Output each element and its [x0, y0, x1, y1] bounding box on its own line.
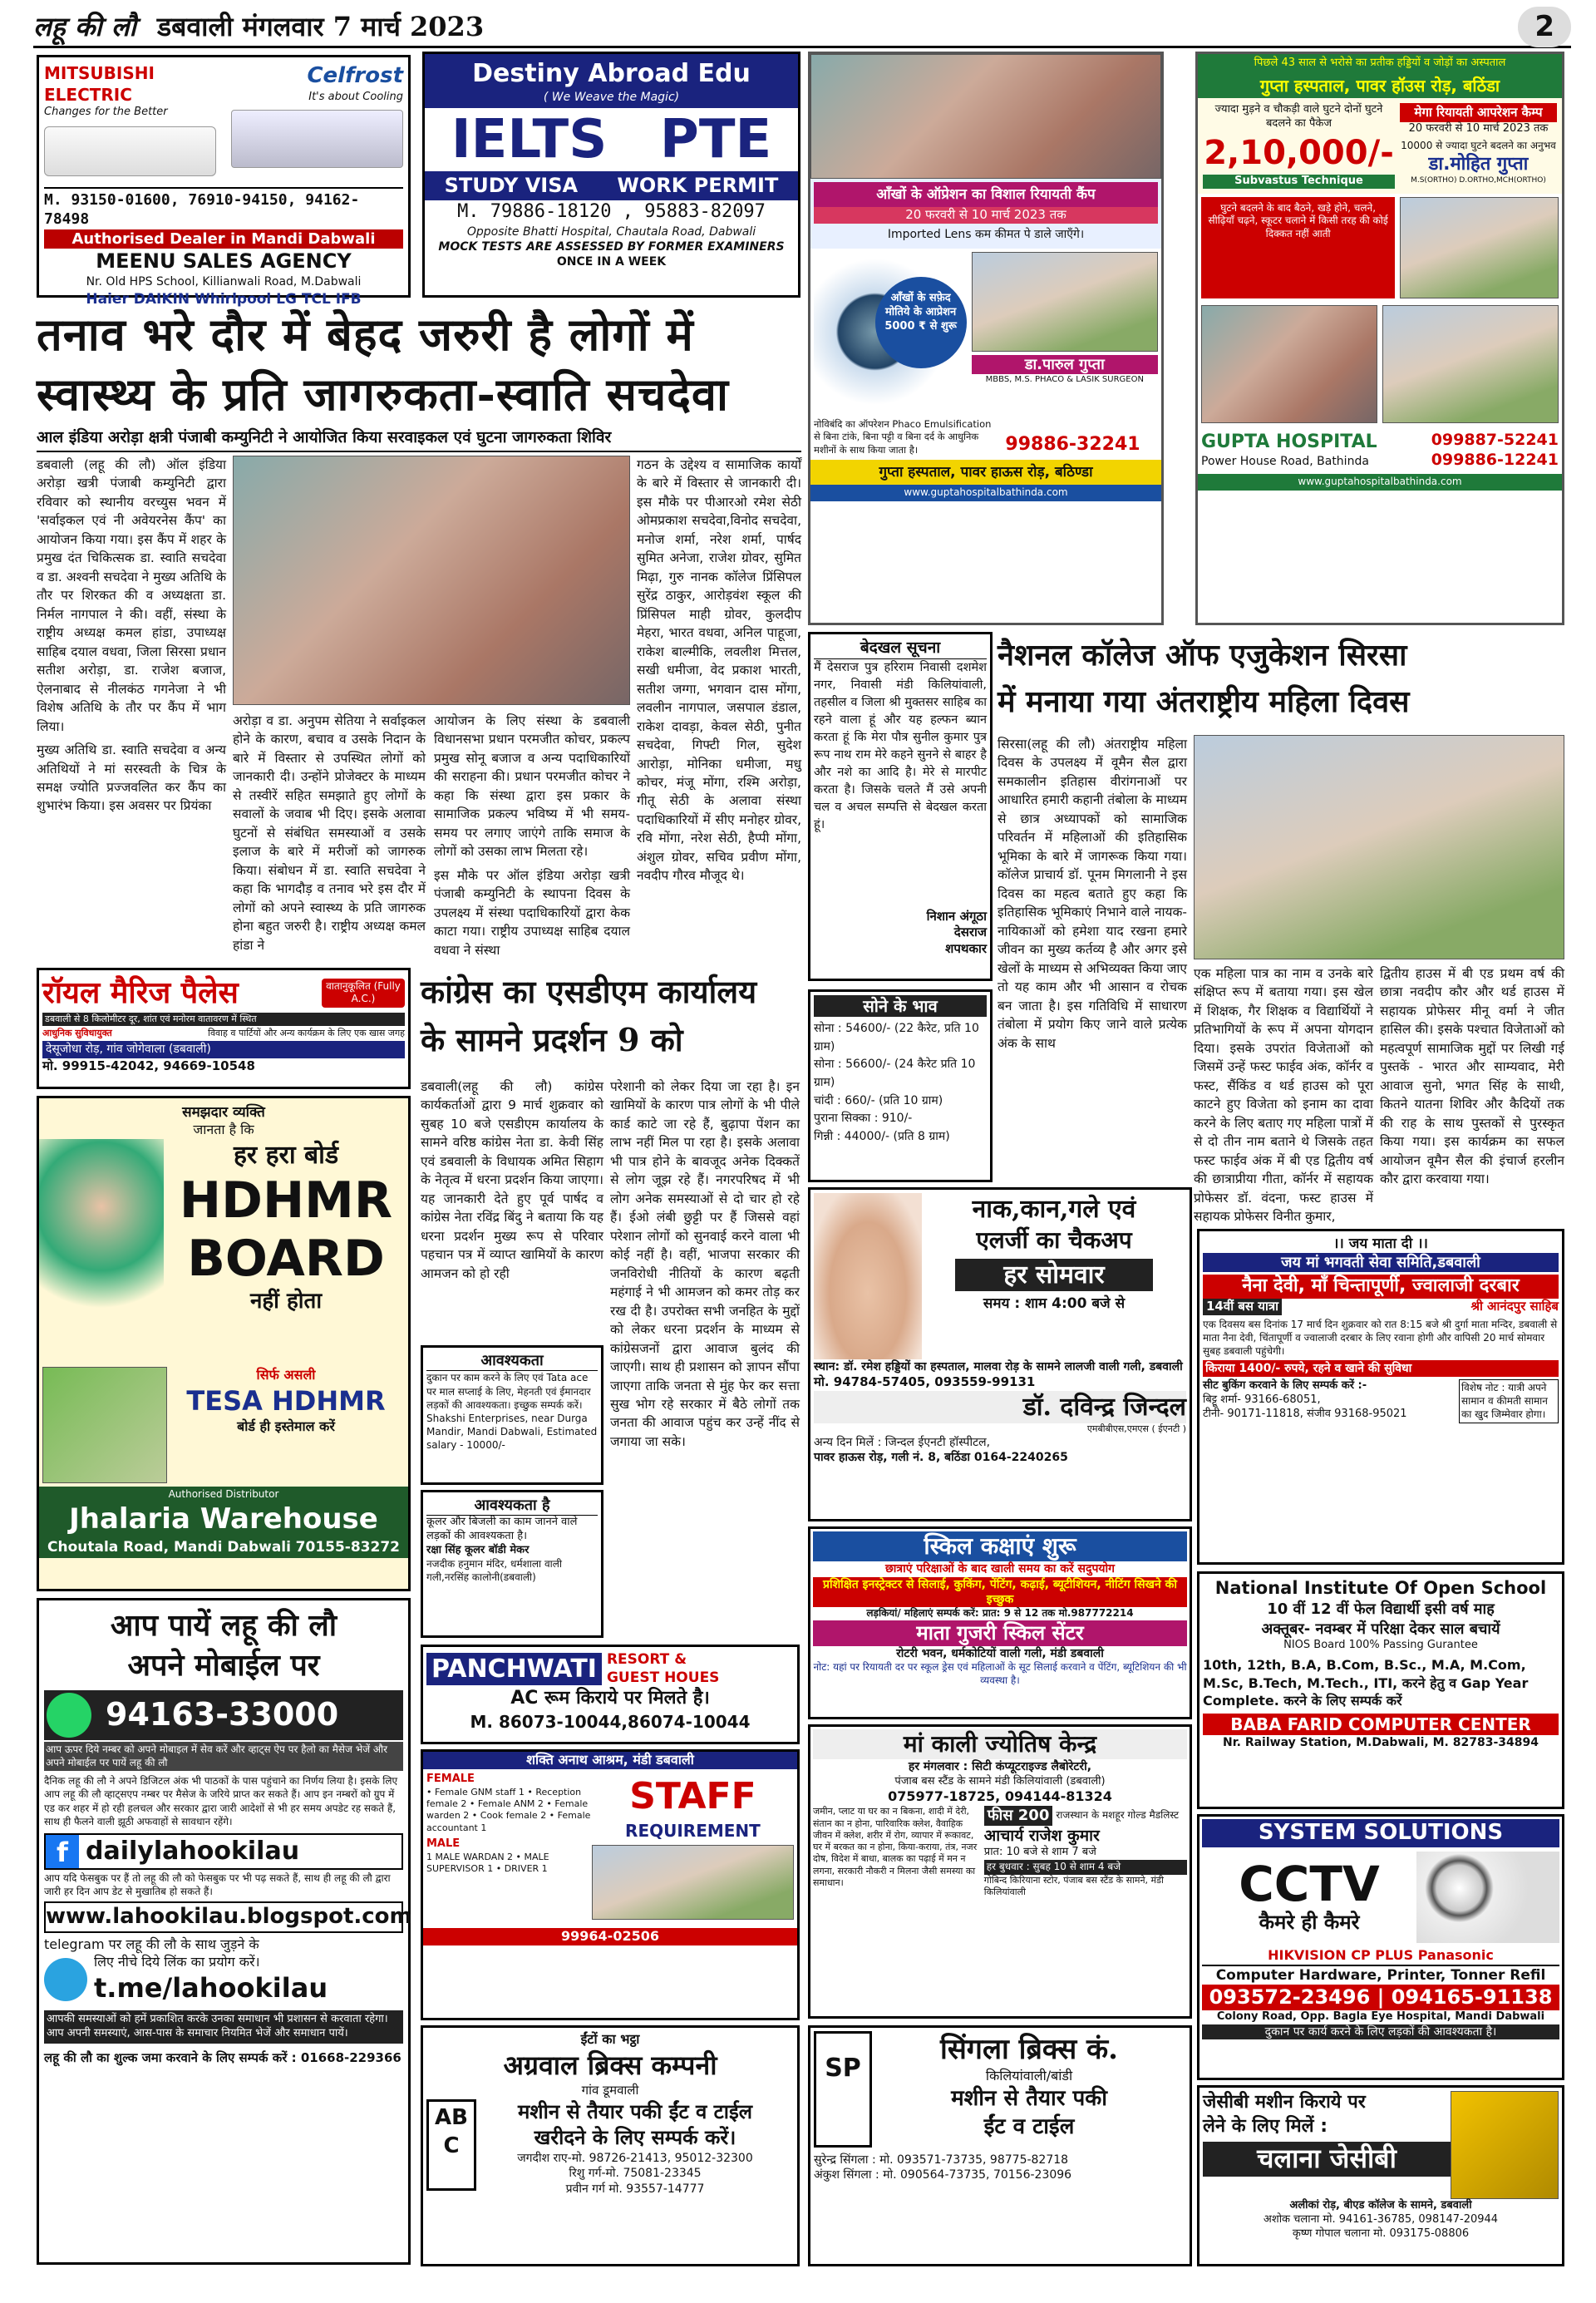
college-photo: [1194, 735, 1564, 959]
staff-female: FEMALE: [426, 1772, 475, 1785]
jcb-name: चलाना जेसीबी: [1203, 2142, 1451, 2177]
staff-phone: 99964-02506: [423, 1928, 797, 1945]
jyotish-title: मां काली ज्योतिष केन्द्र: [813, 1729, 1187, 1759]
destiny-title: Destiny Abroad Edu: [472, 59, 751, 88]
mobile-l1: आप पायें लहू की लौ: [110, 1608, 337, 1643]
royal-line2: विवाह व पार्टियों और अन्य कार्यक्रम के लिए एक खास जगह: [208, 1028, 405, 1039]
ad-eye-camp: [808, 52, 1164, 625]
nios-l1: 10 वीं 12 वीं फेल विद्यार्थी इसी वर्ष माह: [1267, 1600, 1495, 1619]
notice-sign-1: निशान अंगूठा: [926, 908, 987, 924]
cctv-l2: Computer Hardware, Printer, Tonner Refil: [1202, 1965, 1559, 1985]
ad-hdhmr: [37, 1096, 411, 1591]
hdhmr-address: Choutala Road, Mandi Dabwali: [47, 1538, 291, 1556]
mitsubishi-phones: M. 93150-01600, 76910-94150, 94162-78498: [44, 187, 403, 229]
knee-phone-2: 099886-12241: [1431, 451, 1559, 470]
camera-image: [1416, 1852, 1559, 1943]
royal-name: रॉयल मैरिज पैलेस: [42, 975, 239, 1010]
hdhmr-phone: 70155-83272: [295, 1538, 400, 1556]
destiny-address: Opposite Bhatti Hospital, Chautala Road, Dabwali: [466, 224, 756, 239]
cctv-title: SYSTEM SOLUTIONS: [1202, 1819, 1559, 1847]
destiny-phone: M. 79886-18120 , 95883-82097: [457, 201, 766, 223]
main-col-2: अरोड़ा व डा. अनुपम सेतिया ने सर्वाइकल होने के कारण, बचाव व उसके निदान के बारे में विस्तार से उपस्थित लोगों को जानकारी दी। उन्होंने प्रोजेक्टर के माध्यम से तस्वीरें सहित समझाते हुए लोगों के सवालों के जवाब भी दिए। इसके अलावा घुटनों से संबंधित समस्याओं व उसके इलाज के बारे में मरीजों को जागरुक किया। संबोधन में डा. स्वाति सचदेवा ने कहा कि भागदौड़ व तनाव भरे इस दौर में लोगों को अपने स्वास्थ्य के प्रति जागरुक होना बहुत जरुरी है। राष्ट्रीय अध्यक्ष कमल हांडा ने: [233, 713, 426, 953]
mobile-l2: अपने मोबाईल पर: [127, 1648, 320, 1683]
ent-doctor: डॉ. दविन्द्र जिन्दल: [814, 1391, 1186, 1423]
college-headline: [998, 632, 1563, 732]
jyotish-time-2: हर बुधवार : सुबह 10 से शाम 4 बजे: [984, 1860, 1187, 1875]
destiny-note2: ONCE IN A WEEK: [556, 255, 667, 269]
wanted-2-text: कूलर और बिजली का काम जानने वाले लड़कों की आवश्यकता है।: [426, 1516, 578, 1543]
skill-note: नोट: यहां पर रियायती दर पर स्कूल ड्रेस एवं महिलाओं के सूट सिलाई करवाने व पेंटिंग, ब्यूटिशियन की भी व्यवस्था है।: [813, 1660, 1187, 1686]
eye-doctor-name: डा.पारुल गुप्ता: [972, 355, 1158, 374]
knee-hospital-name: GUPTA HOSPITAL: [1201, 431, 1377, 452]
main-headline-2: स्वास्थ्य के प्रति जागरुकता-स्वाति सचदेवा: [37, 367, 729, 421]
gold-rate-4: पुराना सिक्का : 910/-: [814, 1112, 913, 1126]
study-visa-label: STUDY VISA: [444, 174, 579, 198]
ad-jyotish: [808, 1724, 1192, 2019]
singla-name: सिंगला ब्रिक्स कं.: [940, 2033, 1118, 2066]
notice-box: [808, 632, 993, 981]
college-headline-2: में मनाया गया अंतराष्ट्रीय महिला दिवस: [998, 684, 1410, 719]
mobile-fb-note: आप यदि फेसबुक पर हैं तो लहू की लौ को फेसबुक पर भी पढ़ सकते हैं, साथ ही लहू की लौ द्वारा जारी हर दिन आप डेट से मुखातिब हो सकते हैं।: [44, 1871, 391, 1897]
hdhmr-l7: सिर्फ असली: [256, 1366, 316, 1383]
knee-hospital: गुप्ता हस्पताल, पावर हॉउस रोड़, बठिंडा: [1198, 73, 1562, 98]
singla-p2: अंकुश सिंगला : मो. 090564-73735, 70156-23096: [814, 2168, 1072, 2182]
ad-skill: [808, 1526, 1192, 1719]
staff-head: शक्ति अनाथ आश्रम, मंडी डबवाली: [423, 1752, 797, 1769]
abc-logo: ABC: [426, 2099, 476, 2191]
page-number: 2: [1518, 7, 1571, 47]
cctv-brands: HIKVISION CP PLUS Panasonic: [1268, 1946, 1494, 1963]
hdhmr-l1: समझदार व्यक्ति: [182, 1104, 265, 1121]
eye-doctor-deg: MBBS, M.S. PHACO & LASIK SURGEON: [985, 375, 1144, 385]
jyotish-phone: 075977-18725, 094144-81324: [888, 1788, 1112, 1805]
wanted-ad-1: [421, 1345, 603, 1485]
wanted-2-address: नजदीक हनुमान मंदिर, धर्मशाला वाली गली,नरसिंह कालोनी(डबवाली): [426, 1558, 562, 1583]
agarwal-top: ईंटों का भट्ठा: [580, 2031, 640, 2047]
agarwal-vill: गांव डूमवाली: [581, 2083, 639, 2098]
ac-unit-image: [44, 126, 216, 176]
sp-logo: SP: [814, 2031, 872, 2148]
eye-phone: 99886-32241: [1005, 433, 1140, 455]
main-headline: [37, 304, 801, 426]
congress-headline-1: कांग्रेस का एसडीएम कार्यालय: [421, 973, 757, 1010]
nios-l3: NIOS Board 100% Passing Gurantee: [1283, 1639, 1478, 1652]
jcb-p2: कृष्ण गोपाल चलाना मो. 093175-08806: [1292, 2227, 1470, 2240]
eye-camp-dates: 20 फरवरी से 10 मार्च 2023 तक: [814, 207, 1158, 224]
mobile-note-2: दैनिक लहू की लौ ने अपने डिजिटल अंक भी पाठकों के पास पहुंचाने का निर्णय लिया है। इसके लिए आप लहू की लौ व्हाट्सएप नम्बर पर मैसेज के जरिये प्राप्त कर सकते हैं। आप इन नम्बरों को ग्रुप में एड कर शहर में हो रही हलचल और सरकार द्वारा जारी आदेशों से भी हर समय अपडेट रह सकते हैं, साथ ही फैलने वाली झूठी अफवाहों से सावधान रहेंगे।: [44, 1775, 398, 1827]
singla-place: किलियांवाली/बांडी: [985, 2068, 1073, 2084]
mobile-tg-1: telegram पर लहू की लौ के साथ जुड़ने के: [44, 1936, 259, 1952]
main-subhead: आल इंडिया अरोड़ा क्षत्री पंजाबी कम्युनिटी ने आयोजित किया सरवाइकल एवं घुटना जागरुकता शिविर: [37, 427, 801, 452]
ielts-label: IELTS: [451, 109, 608, 171]
knee-dates: 20 फरवरी से 10 मार्च 2023 तक: [1408, 122, 1549, 136]
cctv-address: Colony Road, Opp. Bagla Eye Hospital, Mandi Dabwali: [1216, 2010, 1545, 2023]
main-story-photo: [233, 456, 630, 705]
jai-fare: किराया 1400/- रुपये, रहने व खाने की सुविधा: [1203, 1360, 1559, 1377]
main-col-3: [434, 712, 630, 961]
eye-offer-badge: आँखों के सफ़ेद मोतिये के आप्रेशन 5000 ₹ से शुरू: [875, 277, 967, 368]
cctv-note: दुकान पर कार्य करने के लिए लड़कों की आवश्यकता है।: [1202, 2024, 1559, 2039]
ad-cctv: [1197, 1814, 1564, 2080]
gold-title: सोने के भाव: [814, 995, 987, 1017]
jyotish-text: जमीन, प्लाट या घर का न बिकना, शादी में देरी, संतान का न होना, पारिवारिक क्लेश, वैवाहिक जीवन में क्लेश, शरीर में रोग, व्यापार में रूकावट, घर में बरकत का न होना, किया-कराया, तंत्र, नजर दोष, विदेश में बाधा, बालक का पढ़ाई में मन न लगना, सरकारी नौकरी न मिलना जैसी समस्या का समाधान।: [813, 1806, 978, 1889]
ent-title-2: एलर्जी का चैकअप: [976, 1226, 1132, 1254]
jai-text: एक दिवसय बस दिनांक 17 मार्च दिन शुक्रवार को रात 8:15 बजे श्री दुर्गा माता मन्दिर, डबवाली से माता नैना देवी, चिंतापूर्णी व ज्वालाजी दरबार के लिए रवाना होगी और वापिसी 20 मार्च सोमवार सुबह डबवाली पहुंचेगी।: [1203, 1318, 1558, 1357]
pte-label: PTE: [659, 109, 772, 171]
board-image: [42, 1367, 167, 1483]
knee-phone-1: 099887-52241: [1431, 430, 1559, 449]
jcb-l1: जेसीबी मशीन किराये पर: [1203, 2092, 1366, 2113]
royal-line1: डबवाली से 8 किलोमीटर दूर, शांत एवं मनोरम वातावरण में स्थित: [42, 1013, 405, 1026]
notice-text: मैं देसराज पुत्र हरिराम निवासी दशमेश नगर, निवासी मंडी किलियांवाली, तहसील व जिला श्री मुक्तसर साहिब का रहने वाला हूं और यह हल्फन ब्यान करता हूं कि मेरा पौत्र सुनील कुमार पुत्र रूप नाथ राम मेरे कहने सुनने से बाहर है और नशे का आदि है। मेरे से मारपीट करता है। जिसके चलते मैं उसे अपनी चल व अचल सम्पत्ति से बेदखल करता हूं।: [814, 660, 987, 831]
destiny-sub: ( We Weave the Magic): [543, 91, 680, 104]
nios-address: Nr. Railway Station, M.Dabwali, M. 82783-34894: [1223, 1735, 1539, 1749]
mobile-tg-2: लिए नीचे दिये लिंक का प्रयोग करें।: [94, 1953, 260, 1970]
eye-image: [814, 252, 967, 412]
panchwati-text: AC रूम किराये पर मिलते है।: [510, 1688, 710, 1709]
jai-note: विशेष नोट : यात्री अपने सामान व कीमती सामान का खुद जिम्मेवार होगा।: [1459, 1379, 1559, 1423]
staff-title: STAFF: [629, 1774, 756, 1817]
royal-modern: आधुनिक सुविधायुक्त: [42, 1028, 112, 1039]
ad-jcb: [1197, 2085, 1564, 2266]
knee-doctor-photo: [1400, 197, 1559, 298]
congress-col-2: परेशानी को लेकर दिया जा रहा है। इन खामियों के कारण पात्र लोगों के भी पीले कार्ड काटे जा रहे हैं, बुढ़ापा पेंशन का लाभ नहीं मिल पा रहा है। इसके अलावा भी पात्र होने के बावजूद अनेक दिक्कतें से लोग जूझ रहे हैं। नगरपरिषद में भी लोग अनेक समस्याओं से दो चार हो रहे हैं। ईओ लंबी छुट्टी पर हैं जिससे वहां परेशान लोगों को सुनवाई करने वाला भी कोई नहीं है। वहीं, भाजपा सरकार की जनविरोधी नीतियों के कारण बढ़ती महंगाई ने भी आमजन को कमर तोड़ कर रख दी है। उपरोक्त सभी जनहित के मुद्दों को लेकर धरना प्रदर्शन के माध्यम से कांग्रेसजनों द्वारा आवाज बुलंद की जाएगी। साथ ही प्रशासन को ज्ञापन सौंपा जाएगा ताकि जनता से मुंह फेर कर सत्ता सुख भोग रहे सरकार में बैठे लोगों तक जनता की आवाज पहुंच कर उन्हें नींद से जगाया जा सके।: [610, 1079, 800, 1449]
hdhmr-l6: नहीं होता: [249, 1288, 323, 1314]
jai-contact-2: टीनी- 90171-11818, संजीव 93168-95021: [1203, 1408, 1407, 1421]
eye-doctor-photo: [972, 252, 1158, 352]
agarwal-p2: रिशु गर्ग-मो. 75081-23345: [569, 2167, 702, 2181]
eye-camp-photos: [810, 54, 1161, 179]
mitsubishi-brand: MITSUBISHI ELECTRIC: [44, 63, 155, 105]
hdhmr-l8: TESA HDHMR: [186, 1384, 386, 1417]
ent-time: समय : शाम 4:00 बजे से: [983, 1295, 1126, 1313]
mitsubishi-agency: MEENU SALES AGENCY: [96, 249, 352, 274]
main-col-4: गठन के उद्देश्य व सामाजिक कार्यों के बारे में विस्तार से जानकारी दी। इस मौके पर पीआरओ रमेश सेठी ओमप्रकाश सचदेवा,विनोद सचदेवा, मनोज शर्मा, नरेश शर्मा, पार्षद सुमित अनेजा, राजेश ग्रोवर, सुमित मिढ़ा, गुरु नानक कॉलेज प्रिंसिपल सुरेंद्र ठाकुर, आरोड़वंश स्कूल की प्रिंसिपल माही ग्रोवर, कुलदीप मेहरा, भारत वधवा, अनिल पाहूजा, राकेश बाल्मीकि, लवलीश मित्तल, सखी धमीजा, वेद प्रकाश भारती, सतीश जग्गा, भगवान दास मोंगा, लवलीन नागपाल, जसपाल डंडाल, राकेश दावड़ा, केवल सेठी, पुनीत सचदेवा, गिफ्टी गिल, सुदेश आरोड़ा, मोनिका धमीजा, मधु कोचर, मंजू मोंगा, रश्मि अरोड़ा, गीतू सेठी के अलावा संस्था पदाधिकारियों में सीए मनोहर ग्रोवर, रवि मोंगा, नरेश सेठी, हैप्पी मोंगा, अंशुल ग्रोवर, सचिव प्रवीण मोंगा, नवदीप गौरव मौजूद थे।: [637, 457, 801, 884]
singla-l1: मशीन से तैयार पकी: [951, 2085, 1107, 2111]
knee-price: 2,10,000/-: [1204, 133, 1394, 172]
knee-exp: 10000 से ज्यादा घुटने बदलने का अनुभव: [1401, 140, 1556, 152]
ent-other: अन्य दिन मिलें : जिन्दल ईएनटी हॉस्पीटल,: [814, 1435, 991, 1449]
jai-contact-1: बिट्टू शर्मा- 93166-68051,: [1203, 1393, 1321, 1407]
main-headline-1: तनाव भरे दौर में बेहद जरुरी है लोगों में: [37, 308, 694, 361]
mitsubishi-address: Nr. Old HPS School, Killianwali Road, M.Dabwali: [86, 275, 362, 289]
hdhmr-l9: बोर्ड ही इस्तेमाल करें: [237, 1418, 335, 1435]
ad-staff: [421, 1749, 800, 2020]
knee-offer: ज्यादा मुड़ने व चौकड़ी वाले घुटने दोनों घुटने बदलने का पैकेज: [1214, 102, 1383, 130]
worker-cartoon: [39, 1139, 164, 1364]
gold-rate-1: सोना : 54600/- (22 कैरेट, प्रति 10 ग्राम): [814, 1022, 979, 1053]
mitsubishi-brands: Haier DAIKIN Whirlpool LG TCL IFB: [86, 290, 362, 308]
notice-sign-3: शपथकार: [945, 940, 987, 956]
ad-destiny: [422, 52, 800, 298]
gold-rate-3: चांदी : 660/- (प्रति 10 ग्राम): [814, 1093, 943, 1107]
mobile-note-1: आप ऊपर दिये नम्बर को अपने मोबाइल में सेव करें और व्हाट्स ऐप पर हैलो का मैसेज भेजें और अपने मोबाईल पर पायें लहू की लौ: [44, 1742, 403, 1771]
nios-l4: 10th, 12th, B.A, B.Com, B.Sc., M.A, M.Com, M.Sc, B.Tech, M.Tech., ITI, करने हेतु व Gap Year Complete. करने के लिए सम्पर्क करें: [1203, 1656, 1529, 1709]
mobile-blog[interactable]: www.lahookilau.blogspot.com: [44, 1901, 403, 1933]
college-headline-1: नैशनल कॉलेज ऑफ एजुकेशन सिरसा: [998, 638, 1407, 673]
celfrost-tag: It's about Cooling: [308, 90, 403, 103]
ent-deg: एमबीबीएस,एमएस ( ईएनटी ): [1086, 1423, 1186, 1434]
cctv-label: CCTV: [1239, 1856, 1380, 1913]
jyotish-l2: पंजाब बस स्टैंड के सामने मंडी किलियांवाली (डबवाली): [894, 1774, 1106, 1788]
mobile-note-3: आपकी समस्याओं को हमें प्रकाशित करके उनका समाधान भी प्रशासन से करवाता रहेगा। आप अपनी समस्याएं, आस-पास के समाचार नियमित भेजें और समाधान पायें।: [44, 2010, 403, 2044]
agarwal-p1: जगदीश राए-मो. 98726-21413, 95012-32300: [517, 2152, 753, 2166]
jai-top: ।। जय माता दी ।।: [1332, 1235, 1428, 1252]
wanted-ad-2: [421, 1490, 603, 1638]
agarwal-l2: खरीदने के लिए सम्पर्क करें।: [534, 2126, 736, 2150]
work-permit-label: WORK PERMIT: [617, 174, 779, 198]
main-col-1-p2: मुख्य अतिथि डा. स्वाति सचदेवा व अन्य अतिथियों ने मां सरस्वती के चित्र के समक्ष ज्योति प्रज्जवलित कर कैंप का शुभारंभ किया। इस अवसर पर प्रियंका: [37, 742, 226, 814]
mitsubishi-tag: Changes for the Better: [44, 106, 168, 118]
nios-l2: अक्तूबर- नवम्बर में परिक्षा देकर साल बचायें: [1261, 1620, 1500, 1638]
mobile-fb[interactable]: dailylahookilau: [86, 1837, 300, 1867]
jai-yatra: 14वीं बस यात्रा: [1203, 1299, 1282, 1315]
mobile-fee: लहू की लौ का शुल्क जमा करवाने के लिए सम्पर्क करें : 01668-229366: [44, 2049, 401, 2065]
paper-date: मंगलवार 7 मार्च 2023: [242, 10, 485, 42]
jcb-l2: लेने के लिए मिलें :: [1203, 2115, 1328, 2137]
nios-name: BABA FARID COMPUTER CENTER: [1203, 1714, 1559, 1735]
knee-tech: Subvastus Technique: [1203, 175, 1395, 189]
celfrost-brand: Celfrost: [307, 63, 403, 88]
wanted-2-title: आवश्यकता है: [426, 1496, 598, 1516]
main-col-1-p1: डबवाली (लहू की लौ) ऑल इंडिया अरोड़ा खत्री पंजाबी कम्युनिटी द्वारा रविवार को स्थानीय वरच्युस भवन में 'सर्वाइकल एवं नी अवेयरनेस कैंप' का आयोजन किया गया। इस कैंप में शहर के प्रमुख दंत चिकित्सक डा. स्वाति सचदेवा व डा. अश्वनी सचदेवा ने मुख्य अतिथि के तौर पर शिरकत की व अध्यक्षता डा. निर्मल नागपाल ने की। वहीं, संस्था के राष्ट्रीय अध्यक्ष कमल हांडा, उपाध्यक्ष साहिब दयाल वधवा, जिला सिरसा प्रधान सतीश अरोड़ा, डा. राजेश बजाज, ऐलनाबाद से नीलकंठ गगनेजा ने भी विशेष अतिथि के तौर पर कैंप में भाग लिया।: [37, 457, 226, 734]
ad-agarwal-bricks: [421, 2025, 800, 2266]
knee-top: पिछले 43 साल से भरोसे का प्रतीक हड्डियों व जोड़ों का अस्पताल: [1198, 54, 1562, 73]
jcb-image: [1451, 2091, 1559, 2199]
ent-day: हर सोमवार: [955, 1259, 1153, 1291]
jcb-address: अलीकां रोड़, बीएड कॉलेज के सामने, डबवाली: [1289, 2199, 1472, 2212]
hdhmr-l10: Authorised Distributor: [168, 1487, 279, 1500]
notice-title: बेदखल सूचना: [814, 638, 987, 659]
skill-l3: लड़कियां/ महिलाएं सम्पर्क करें: प्रात: 9 से 12 तक मो.987772214: [866, 1606, 1134, 1619]
staff-male: MALE: [426, 1837, 461, 1850]
panchwati-phone: M. 86073-10044,86074-10044: [470, 1711, 751, 1732]
knee-hospital-addr: Power House Road, Bathinda: [1201, 455, 1369, 469]
nose-image: [814, 1193, 922, 1359]
congress-col-1: डबवाली(लहू की लौ) कांग्रेस कार्यकर्ताओं द्वारा 9 मार्च शुक्रवार को सुबह 10 बजे एसडीएम कार्यालय के सामने वरिष्ठ कांग्रेस नेता डा. केवी सिंह एवं डबवाली के विधायक अमित सिहाग के नेतृत्व में धरना प्रदर्शन किया जाएगा। यह जानकारी देते हुए पूर्व पार्षद व कांग्रेस नेता रविंद्र बिंदु ने बताया कि यह धरना प्रदर्शन मुख्य रूप से परिवार पहचान पत्र में व्याप्त खामियों के कारण आमजन को हो रही: [421, 1079, 603, 1281]
royal-address: देसूजोधा रोड़, गांव जोगेवाला (डबवाली): [42, 1041, 405, 1058]
mitsubishi-dealer: Authorised Dealer in Mandi Dabwali: [44, 229, 403, 249]
jyotish-l1: हर मंगलवार : सिटी कंप्यूटराइज्ड लैबोरेटरी,: [908, 1760, 1092, 1774]
eye-lens-text: Imported Lens कम कीमत पे डाले जाएँगे।: [887, 227, 1085, 241]
eye-hospital: गुप्ता हस्पताल, पावर हाऊस रोड़, बठिण्डा: [810, 460, 1161, 485]
college-col-2: एक महिला पात्र का नाम व उनके बारे संक्षिप्त रूप में बताया गया। इस खेल में शिक्षक, गैर शिक्षक व विद्यार्थियों ने प्रतिभागियों के रूप में अपना योगदान दिया। इसके उपरांत विजेताओं को जिसमें उन्हें फस्ट फाईव अंक, कॉर्नर व फस्ट, सैंकिंड व थर्ड हाउस को पूरा काटने हुए विजेता को इनाम का दावा करने के लिए बताए गए महिला पात्रों में से दो तीन नाम बताने थे जिसके तहत फस्ट फाईव अंक में बी एड द्वितीय वर्ष की छात्राप्रीया गीता, कॉर्नर में सहायक प्रोफेसर डॉ. वंदना, फस्ट हाउस में सहायक प्रोफेसर विनीत कुमार,: [1194, 966, 1373, 1225]
hdhmr-l4: HDHMR: [179, 1171, 393, 1230]
jai-book: सीट बुकिंग करवाने के लिए सम्पर्क करें :-: [1203, 1379, 1367, 1393]
hdhmr-l5: BOARD: [187, 1229, 385, 1288]
skill-name: माता गुजरी स्किल सेंटर: [813, 1620, 1187, 1646]
eye-phaco-text: नोविबंदि का ऑपरेशन Phaco Emulsification से बिना टांके, बिना पट्टी व बिना दर्द के आधुनिक मशीनों के साथ किया जाता है।: [814, 417, 992, 456]
nios-title: National Institute Of Open School: [1214, 1578, 1547, 1598]
jcb-p1: अशोक चलाना मो. 94161-36785, 098147-20944: [1263, 2212, 1499, 2226]
cctv-phone: 093572-23496 | 094165-91138: [1202, 1985, 1559, 2010]
jyotish-name: आचार्य राजेश कुमार: [983, 1826, 1100, 1845]
mobile-tg-link[interactable]: t.me/lahookilau: [94, 1971, 328, 2004]
hdhmr-l3: हर हरा बोर्ड: [233, 1140, 338, 1170]
ent-title: नाक,कान,गले एवं: [972, 1195, 1136, 1224]
staff-photo: [592, 1845, 794, 1920]
skill-title: स्किल कक्षाएं शुरू: [813, 1531, 1187, 1561]
destiny-note1: MOCK TESTS ARE ASSESSED BY FORMER EXAMINERS: [438, 240, 785, 254]
agarwal-l1: मशीन से तैयार पकी ईंट व टाईल: [517, 2099, 753, 2123]
freezer-image: [231, 110, 403, 168]
jai-extra: श्री आनंदपुर साहिब: [1470, 1299, 1559, 1314]
singla-l2: ईंट व टाईल: [983, 2113, 1075, 2139]
knee-patient-photo: [1201, 305, 1377, 423]
mobile-phone[interactable]: 94163-33000: [106, 1696, 339, 1733]
eye-camp-title: आँखों के ऑप्रेशन का विशाल रियायती कैंप: [814, 182, 1158, 207]
paper-city: डबवाली: [156, 10, 234, 42]
gold-rates-box: [808, 989, 993, 1182]
royal-phone: मो. 99915-42042, 94669-10548: [42, 1058, 255, 1073]
ad-ent: [808, 1187, 1192, 1521]
facebook-icon: f: [46, 1835, 79, 1868]
whatsapp-icon: [47, 1693, 91, 1738]
staff-male-list: 1 MALE WARDAN 2 • MALE SUPERVISOR 1 • DRIVER 1: [426, 1851, 549, 1875]
skill-address: रोटरी भवन, धर्मकोटियों वाली गली, मंडी डबवाली: [896, 1646, 1104, 1660]
hdhmr-l2: जानता है कि: [193, 1122, 254, 1138]
jyotish-gold: राजस्थान के मशहूर गोल्ड मैडलिस्ट: [1056, 1809, 1180, 1822]
jyotish-time-1: प्रात: 10 बजे से शाम 7 बजे: [983, 1846, 1096, 1859]
masthead: [33, 10, 484, 45]
paper-title: लहू की लौ: [33, 10, 136, 42]
knee-camp: मेगा रियायती आपरेशन कैम्प: [1400, 103, 1557, 123]
jyotish-fee: फीस 200: [984, 1806, 1053, 1825]
knee-note: घुटने बदलने के बाद बैठने, खड़े होने, चलने, सीढ़ियाँ चढ़ने, स्कूटर चलाने में किसी तरह की कोई दिक्कत नहीं आती: [1201, 197, 1395, 298]
skill-l1: छात्राएं परिक्षाओं के बाद खाली समय का करें सदुपयोग: [884, 1562, 1116, 1576]
main-col-1: [37, 456, 226, 961]
notice-sign-2: देसराज: [953, 925, 987, 940]
skill-l2: प्रशिक्षित इनस्ट्रेक्टर से सिलाई, कुकिंग, पेंटिंग, कढ़ाई, ब्यूटीशियन, नीटिंग सिखने की इच्छुक: [813, 1577, 1187, 1607]
agarwal-p3: प्रवीन गर्ग मो. 93557-14777: [565, 2182, 705, 2196]
telegram-icon: [44, 1958, 87, 2001]
college-col-1: सिरसा(लहू की लौ) अंतराष्ट्रीय महिला दिवस के उपलक्ष्य में वूमैन सैल द्वारा समकालीन इतिहास वीरांगनाओं पर आधारित हमारी कहानी तंबोला के माध्यम से छात्र अध्यापकों को सामाजिक परिवर्तन में महिलाओं की इतिहासिक भूमिका के बारे में जागरूक किया गया। कॉलेज प्राचार्य डॉ. पूनम मिगलानी ने इस दिवस का महत्व बताते हुए कहा कि इतिहासिक भूमिकाएं निभाने वाले नायक-नायिकाओं को हमेशा याद रखना हमारे जीवन का मुख्य कर्तव्य है और अगर इसे खेलों के माध्यम से अभिव्यक्त किया जाए तो यह काम और भी आसान व रोचक बन जाता है। इस गतिविधि में साधारण तंबोला में प्रयोग किए जाने वाले प्रत्येक अंक के साथ: [998, 737, 1187, 1051]
jyotish-place-2: गोबिन्द किरियाना स्टोर, पंजाब बस स्टैंड के सामने, मंडी किलियांवाली: [983, 1874, 1164, 1898]
wanted-1-text: दुकान पर काम करने के लिए एवं Tata ace पर माल सप्लाई के लिए, मेहनती एवं ईमानदार लड़कों की आवश्यकता। इच्छुक सम्पर्क करें। Shakshi Enterprises, near Durga Mandir, Mandi Dabwali, Estimated salary - 10000/-: [426, 1372, 598, 1452]
ent-phone: मो. 94784-57405, 093559-99131: [814, 1374, 1036, 1390]
panchwati-sub: RESORT & GUEST HOUES: [606, 1651, 720, 1687]
royal-ac: वातानुकूलित (Fully A.C.): [322, 979, 405, 1008]
ad-singla-bricks: [808, 2025, 1192, 2266]
jai-dest: नैना देवी, माँ चिन्तापूर्णी, ज्वालाजी दरबार: [1203, 1275, 1559, 1299]
knee-patient-photo-2: [1382, 305, 1559, 423]
ad-mobile: [37, 1598, 411, 2265]
masthead-bar: [33, 8, 1571, 48]
hdhmr-name: Jhalaria Warehouse: [69, 1502, 378, 1536]
congress-headline: [421, 968, 800, 1073]
ent-place: स्थान: डॉ. रमेश हड्डियों का हस्पताल, मालवा रोड़ के सामने लालजी वाली गली, डबवाली: [814, 1360, 1183, 1373]
ad-mitsubishi: [37, 55, 411, 308]
cctv-l1: कैमरे ही कैमरे: [1259, 1911, 1360, 1935]
eye-web: www.guptahospitalbathinda.com: [810, 485, 1161, 501]
ad-royal-palace: [37, 968, 411, 1089]
main-col-3-p2: इस मौके पर ऑल इंडिया अरोड़ा खत्री पंजाबी कम्युनिटी के स्थापना दिवस के उपलक्ष्य में संस्था पदाधिकारियों द्वारा केक काटा गया। राष्ट्रीय उपाध्यक्ष साहिब दयाल वधवा ने संस्था: [434, 867, 630, 958]
panchwati-name: PANCHWATI: [426, 1653, 602, 1685]
wanted-2-name: रक्षा सिंह कूलर बॉडी मेकर: [426, 1544, 530, 1557]
knee-deg: M.S(ORTHO) D.ORTHO,MCH(ORTHO): [1411, 176, 1546, 185]
main-col-3-p1: आयोजन के लिए संस्था के डबवाली विधानसभा प्रधान परमजीत कोचर, प्रकल्प प्रमुख सोनू बजाज व अन्य पदाधिकारियों की सराहना की। प्रधान परमजीत कोचर ने कहा कि संस्था द्वारा इस प्रकार के सामाजिक प्रकल्प भविष्य में भी समय-समय पर लगाए जाएंगे ताकि समाज के लोगों को उसका लाभ मिलता रहे।: [434, 713, 630, 860]
ad-jai-mata: [1197, 1229, 1564, 1565]
agarwal-name: अग्रवाल ब्रिक्स कम्पनी: [503, 2049, 717, 2081]
staff-female-list: • Female GNM staff 1 • Reception female 2 • Female ANM 2 • Female warden 2 • Cook female 2 • Female accountant 1: [426, 1786, 591, 1833]
knee-doctor: डा.मोहित गुप्ता: [1428, 153, 1529, 175]
gold-rate-5: गिन्नी : 44000/- (प्रति 8 ग्राम): [814, 1130, 950, 1144]
wanted-1-title: आवश्यकता: [426, 1351, 598, 1371]
knee-web: www.guptahospitalbathinda.com: [1198, 474, 1562, 491]
ad-knee-camp: [1195, 52, 1564, 625]
singla-p1: सुरेन्द्र सिंगला : मो. 093571-73735, 98775-82718: [814, 2153, 1069, 2167]
ad-panchwati: [421, 1645, 800, 1744]
ent-address: पावर हाऊस रोड़, गली नं. 8, बठिंडा 0164-2240265: [814, 1451, 1068, 1465]
jai-org: जय मां भगवती सेवा समिति,डबवाली: [1203, 1253, 1559, 1272]
gold-rate-2: सोना : 56600/- (24 कैरेट प्रति 10 ग्राम): [814, 1058, 976, 1090]
staff-sub: REQUIREMENT: [625, 1820, 761, 1841]
ad-nios: [1197, 1571, 1564, 1809]
college-col-3: द्वितीय हाउस में बी एड प्रथम वर्ष की छात्रा नवदीप कौर और थर्ड हाउस में सहायक प्रोफेसर मीनू वर्मा ने जीत हासिल की। इसके पश्चात विजेताओं को महत्वपूर्ण सामाजिक मुद्दों पर लिखी गई पुस्तकें - भारत और साम्यवाद, मेरी आवाज सुनो, भगत सिंह के साथी, कितने यातना शिविर और कैदियों तक की राह के साथ पुस्तकों से पुरस्कृत किया गया। इस कार्यक्रम का सफल आयोजन वूमैन सैल की इंचार्ज हरलीन कौर द्वारा करवाया गया।: [1380, 966, 1564, 1187]
congress-headline-2: के सामने प्रदर्शन 9 को: [421, 1021, 683, 1058]
